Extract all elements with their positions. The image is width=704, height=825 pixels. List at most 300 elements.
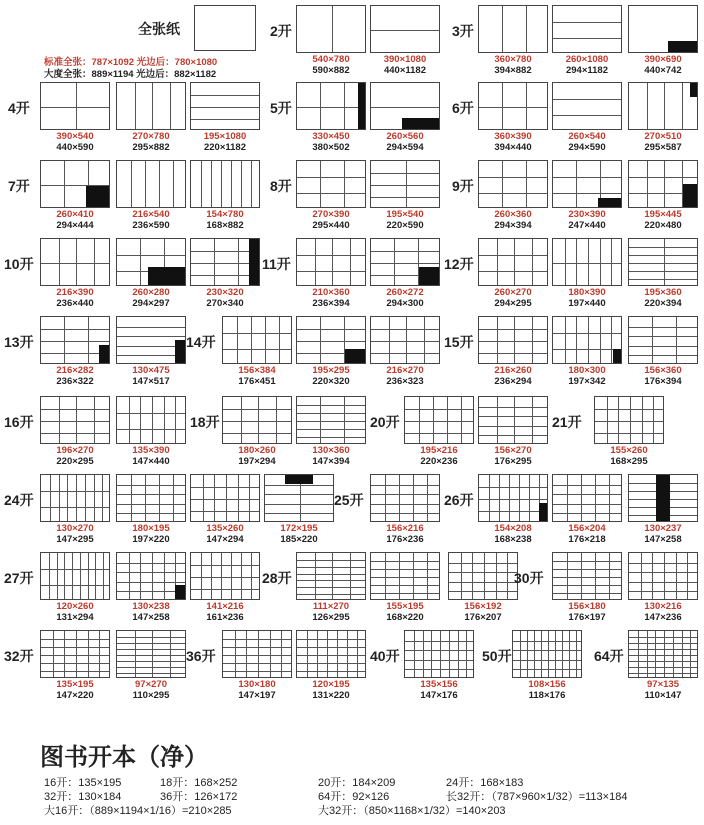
trimmed-size-text: 155×195 bbox=[386, 601, 424, 612]
trimmed-size-text: 270×510 bbox=[644, 131, 682, 142]
fold-line bbox=[553, 494, 622, 495]
fold-line bbox=[117, 513, 186, 514]
book-format-entry: 大16开：（889×1194×1/16）=210×285 bbox=[44, 805, 232, 817]
large-size-text: 220×320 bbox=[312, 376, 350, 387]
fold-line bbox=[472, 553, 473, 600]
fold-line bbox=[497, 397, 498, 444]
sheet-diagram bbox=[40, 552, 110, 600]
fold-line bbox=[405, 433, 474, 434]
fold-line bbox=[117, 494, 186, 495]
waste-block bbox=[598, 198, 621, 207]
trimmed-size-text: 156×360 bbox=[644, 365, 682, 376]
fold-label: 40开 bbox=[370, 648, 400, 664]
fold-line bbox=[140, 397, 141, 444]
fold-diagram bbox=[622, 630, 702, 701]
fold-line bbox=[526, 6, 527, 53]
fold-line bbox=[170, 83, 171, 130]
fold-line bbox=[629, 649, 698, 650]
book-format-entry: 32开：130×184 bbox=[44, 791, 122, 803]
fold-line bbox=[576, 161, 577, 208]
fold-line bbox=[152, 397, 153, 444]
fold-line bbox=[479, 353, 548, 354]
large-size-text: 294×295 bbox=[494, 298, 532, 309]
trimmed-size-text: 390×540 bbox=[56, 131, 94, 142]
sheet-diagram bbox=[190, 552, 260, 600]
trimmed-size-text: 97×270 bbox=[135, 679, 167, 690]
sheet-diagram bbox=[370, 160, 440, 208]
fold-line bbox=[371, 577, 440, 578]
fold-diagram bbox=[472, 396, 552, 467]
book-format-entry: 20开：184×209 bbox=[318, 777, 396, 789]
large-size-text: 147×394 bbox=[312, 456, 350, 467]
fold-diagram bbox=[364, 474, 444, 545]
large-size-text: 220×480 bbox=[644, 220, 682, 231]
trimmed-size-text: 195×295 bbox=[312, 365, 350, 376]
fold-line bbox=[117, 413, 186, 414]
fold-line bbox=[371, 30, 440, 31]
large-size-text: 147×236 bbox=[644, 612, 682, 623]
fold-line bbox=[191, 95, 260, 96]
large-size-text: 236×394 bbox=[312, 298, 350, 309]
fold-line bbox=[297, 567, 366, 568]
fold-line bbox=[41, 663, 110, 664]
sheet-diagram bbox=[478, 82, 548, 130]
fold-line bbox=[159, 161, 160, 208]
fold-line bbox=[41, 671, 110, 672]
fold-line bbox=[297, 580, 366, 581]
fold-line bbox=[117, 637, 186, 638]
trimmed-size-text: 97×135 bbox=[647, 679, 679, 690]
fold-line bbox=[223, 639, 292, 640]
fold-line bbox=[458, 631, 459, 678]
fold-line bbox=[41, 491, 110, 492]
fold-line bbox=[548, 631, 549, 678]
trimmed-size-text: 195×540 bbox=[386, 209, 424, 220]
fold-line bbox=[297, 341, 366, 342]
fold-line bbox=[371, 485, 440, 486]
sheet-diagram bbox=[594, 396, 664, 444]
fold-line bbox=[88, 553, 89, 600]
fold-diagram bbox=[184, 82, 264, 153]
book-format-entry: 长32开：（787×960×1/32）=113×184 bbox=[446, 791, 628, 803]
fold-diagram bbox=[34, 474, 114, 545]
large-size-text: 295×440 bbox=[312, 220, 350, 231]
fold-diagram bbox=[184, 160, 264, 231]
sheet-diagram bbox=[628, 474, 698, 522]
fold-diagram bbox=[472, 160, 552, 231]
fold-line bbox=[629, 271, 698, 272]
full-sheet-diagram bbox=[194, 5, 256, 51]
fold-line bbox=[682, 161, 683, 208]
fold-line bbox=[41, 433, 110, 434]
fold-line bbox=[553, 561, 622, 562]
waste-block bbox=[148, 267, 185, 285]
sheet-diagram bbox=[264, 474, 334, 522]
trimmed-size-text: 195×216 bbox=[420, 445, 458, 456]
large-size-text: 126×295 bbox=[312, 612, 350, 623]
large-size-text: 176×451 bbox=[238, 376, 276, 387]
fold-line bbox=[371, 513, 440, 514]
fold-diagram bbox=[184, 238, 264, 309]
fold-line bbox=[140, 239, 141, 286]
fold-line bbox=[191, 119, 260, 120]
large-full-sheet-text: 大度全张：889×1194 光边后：882×1182 bbox=[44, 69, 217, 80]
fold-line bbox=[57, 553, 58, 600]
fold-line bbox=[371, 173, 440, 174]
fold-line bbox=[103, 553, 104, 600]
fold-line bbox=[279, 317, 280, 364]
sheet-diagram bbox=[478, 5, 548, 53]
fold-label: 50开 bbox=[482, 648, 512, 664]
trimmed-size-text: 216×282 bbox=[56, 365, 94, 376]
large-size-text: 247×440 bbox=[568, 220, 606, 231]
sheet-diagram bbox=[552, 82, 622, 130]
fold-diagram bbox=[110, 316, 190, 387]
large-size-text: 220×1182 bbox=[203, 142, 246, 153]
fold-line bbox=[449, 582, 518, 583]
trimmed-size-text: 260×270 bbox=[494, 287, 532, 298]
trimmed-size-text: 154×780 bbox=[206, 209, 244, 220]
large-size-text: 118×176 bbox=[528, 690, 566, 701]
book-format-entry: 大32开：（850×1168×1/32）=140×203 bbox=[318, 805, 506, 817]
fold-line bbox=[117, 429, 186, 430]
fold-line bbox=[553, 99, 622, 100]
fold-line bbox=[297, 639, 366, 640]
fold-label: 8开 bbox=[270, 178, 292, 194]
fold-label: 11开 bbox=[262, 256, 291, 272]
fold-line bbox=[553, 22, 622, 23]
sheet-diagram bbox=[552, 552, 622, 600]
fold-diagram bbox=[622, 160, 702, 231]
fold-diagram bbox=[34, 238, 114, 309]
waste-block bbox=[285, 475, 312, 484]
fold-line bbox=[265, 504, 334, 505]
fold-line bbox=[80, 553, 81, 600]
fold-label: 3开 bbox=[452, 23, 474, 39]
sheet-diagram bbox=[552, 160, 622, 208]
trimmed-size-text: 260×360 bbox=[494, 209, 532, 220]
fold-line bbox=[479, 341, 548, 342]
fold-line bbox=[479, 407, 548, 408]
trimmed-size-text: 111×270 bbox=[312, 601, 350, 612]
trimmed-size-text: 155×260 bbox=[610, 445, 648, 456]
waste-block bbox=[345, 349, 365, 363]
trimmed-size-text: 216×260 bbox=[494, 365, 532, 376]
large-size-text: 185×220 bbox=[280, 534, 318, 545]
fold-line bbox=[514, 239, 515, 286]
large-size-text: 295×882 bbox=[132, 142, 170, 153]
book-format-entry: 64开：92×126 bbox=[318, 791, 390, 803]
large-size-text: 168×295 bbox=[610, 456, 648, 467]
waste-block bbox=[419, 267, 439, 285]
fold-line bbox=[629, 643, 698, 644]
fold-line bbox=[497, 239, 498, 286]
book-format-entry: 36开：126×172 bbox=[160, 791, 238, 803]
fold-line bbox=[553, 577, 622, 578]
fold-line bbox=[297, 437, 366, 438]
trimmed-size-text: 108×156 bbox=[528, 679, 566, 690]
fold-label: 28开 bbox=[262, 570, 292, 586]
large-size-text: 236×323 bbox=[386, 376, 424, 387]
fold-line bbox=[41, 655, 110, 656]
sheet-diagram bbox=[296, 5, 366, 53]
large-size-text: 220×236 bbox=[420, 456, 458, 467]
fold-label: 4开 bbox=[8, 100, 30, 116]
fold-line bbox=[553, 193, 622, 194]
fold-diagram bbox=[622, 474, 702, 545]
fold-line bbox=[629, 263, 698, 264]
fold-line bbox=[135, 83, 136, 130]
waste-block bbox=[249, 239, 259, 285]
fold-line bbox=[50, 475, 51, 522]
fold-line bbox=[595, 409, 664, 410]
fold-line bbox=[173, 161, 174, 208]
trimmed-size-text: 216×270 bbox=[386, 365, 424, 376]
fold-line bbox=[405, 641, 474, 642]
fold-line bbox=[629, 336, 698, 337]
fold-line bbox=[297, 574, 366, 575]
fold-line bbox=[265, 513, 334, 514]
fold-line bbox=[595, 421, 664, 422]
fold-line bbox=[223, 647, 292, 648]
fold-label: 6开 bbox=[452, 100, 474, 116]
fold-line bbox=[629, 572, 698, 573]
fold-line bbox=[479, 487, 548, 488]
fold-diagram bbox=[290, 396, 370, 467]
sheet-diagram bbox=[40, 474, 110, 522]
sheet-diagram bbox=[404, 630, 474, 678]
fold-line bbox=[629, 655, 698, 656]
fold-line bbox=[231, 161, 232, 208]
fold-line bbox=[191, 577, 260, 578]
fold-line bbox=[629, 279, 698, 280]
sheet-diagram bbox=[404, 396, 474, 444]
fold-line bbox=[344, 161, 345, 208]
sheet-diagram bbox=[478, 238, 548, 286]
fold-line bbox=[588, 317, 589, 364]
fold-line bbox=[117, 643, 186, 644]
fold-label: 10开 bbox=[4, 256, 34, 272]
sheet-diagram bbox=[296, 316, 366, 364]
fold-line bbox=[513, 641, 582, 642]
trimmed-size-text: 180×390 bbox=[568, 287, 606, 298]
fold-line bbox=[191, 565, 260, 566]
fold-diagram bbox=[622, 82, 702, 153]
fold-line bbox=[371, 329, 440, 330]
large-size-text: 295×587 bbox=[644, 142, 682, 153]
fold-diagram bbox=[588, 396, 668, 467]
fold-diagram bbox=[34, 396, 114, 467]
trimmed-size-text: 180×300 bbox=[568, 365, 606, 376]
fold-diagram bbox=[472, 474, 552, 545]
fold-diagram bbox=[110, 630, 190, 701]
fold-diagram bbox=[546, 82, 626, 153]
fold-line bbox=[251, 317, 252, 364]
fold-diagram bbox=[472, 316, 552, 387]
fold-line bbox=[479, 107, 548, 108]
fold-diagram bbox=[364, 5, 444, 76]
fold-line bbox=[414, 631, 415, 678]
fold-diagram bbox=[290, 82, 370, 153]
fold-line bbox=[502, 6, 503, 53]
trimmed-size-text: 196×270 bbox=[56, 445, 94, 456]
fold-line bbox=[553, 38, 622, 39]
sheet-diagram bbox=[116, 396, 186, 444]
fold-line bbox=[59, 475, 60, 522]
fold-line bbox=[297, 594, 366, 595]
fold-line bbox=[223, 333, 292, 334]
fold-line bbox=[676, 553, 677, 600]
fold-diagram bbox=[110, 396, 190, 467]
fold-line bbox=[466, 631, 467, 678]
fold-diagram bbox=[546, 160, 626, 231]
fold-line bbox=[297, 271, 366, 272]
large-size-text: 270×340 bbox=[206, 298, 244, 309]
large-size-text: 147×197 bbox=[238, 690, 276, 701]
fold-diagram bbox=[290, 238, 370, 309]
large-size-text: 197×440 bbox=[568, 298, 606, 309]
fold-line bbox=[629, 177, 698, 178]
fold-line bbox=[41, 585, 110, 586]
fold-line bbox=[371, 341, 440, 342]
large-size-text: 131×294 bbox=[56, 612, 94, 623]
trimmed-size-text: 154×208 bbox=[494, 523, 532, 534]
fold-diagram bbox=[398, 396, 478, 467]
fold-line bbox=[371, 197, 440, 198]
book-format-entry: 16开：135×195 bbox=[44, 777, 122, 789]
large-size-text: 220×590 bbox=[386, 220, 424, 231]
fold-line bbox=[553, 263, 622, 264]
fold-line bbox=[164, 553, 165, 600]
trimmed-size-text: 260×540 bbox=[568, 131, 606, 142]
large-size-text: 294×590 bbox=[568, 142, 606, 153]
large-size-text: 236×322 bbox=[56, 376, 94, 387]
fold-line bbox=[553, 349, 622, 350]
fold-label: 24开 bbox=[4, 492, 34, 508]
fold-line bbox=[449, 563, 518, 564]
large-size-text: 380×502 bbox=[312, 142, 350, 153]
fold-diagram bbox=[110, 474, 190, 545]
fold-line bbox=[629, 582, 698, 583]
fold-line bbox=[553, 485, 622, 486]
book-format-entry: 24开：168×183 bbox=[446, 777, 524, 789]
trimmed-size-text: 390×690 bbox=[644, 54, 682, 65]
fold-line bbox=[629, 667, 698, 668]
fold-line bbox=[581, 475, 582, 522]
trimmed-size-text: 120×260 bbox=[56, 601, 94, 612]
large-size-text: 236×440 bbox=[56, 298, 94, 309]
fold-diagram bbox=[34, 82, 114, 153]
fold-diagram bbox=[290, 160, 370, 231]
large-size-text: 147×440 bbox=[132, 456, 170, 467]
fold-diagram bbox=[34, 630, 114, 701]
fold-line bbox=[117, 485, 186, 486]
fold-line bbox=[129, 397, 130, 444]
large-size-text: 294×297 bbox=[132, 298, 170, 309]
fold-line bbox=[371, 263, 440, 264]
sheet-diagram bbox=[552, 238, 622, 286]
sheet-diagram bbox=[296, 396, 366, 444]
trimmed-size-text: 135×390 bbox=[132, 445, 170, 456]
fold-line bbox=[405, 669, 474, 670]
fold-diagram bbox=[216, 316, 296, 387]
fold-line bbox=[297, 255, 366, 256]
sheet-diagram bbox=[512, 630, 582, 678]
fold-line bbox=[131, 475, 132, 522]
fold-line bbox=[629, 346, 698, 347]
sheet-diagram bbox=[370, 5, 440, 53]
fold-line bbox=[371, 504, 440, 505]
fold-line bbox=[676, 317, 677, 364]
large-size-text: 147×220 bbox=[56, 690, 94, 701]
fold-line bbox=[600, 317, 601, 364]
fold-line bbox=[647, 83, 648, 130]
fold-line bbox=[41, 507, 110, 508]
sheet-diagram bbox=[222, 630, 292, 678]
fold-line bbox=[479, 499, 548, 500]
waste-block bbox=[656, 475, 670, 521]
fold-line bbox=[117, 661, 186, 662]
fold-line bbox=[117, 563, 186, 564]
fold-line bbox=[85, 475, 86, 522]
fold-line bbox=[164, 397, 165, 444]
large-size-text: 147×294 bbox=[206, 534, 244, 545]
fold-line bbox=[297, 107, 366, 108]
fold-line bbox=[553, 593, 622, 594]
fold-line bbox=[117, 255, 186, 256]
sheet-diagram bbox=[40, 396, 110, 444]
fold-diagram bbox=[546, 474, 626, 545]
fold-line bbox=[479, 435, 548, 436]
sheet-diagram bbox=[40, 238, 110, 286]
fold-line bbox=[241, 161, 242, 208]
fold-label: 2开 bbox=[270, 23, 292, 39]
fold-line bbox=[49, 553, 50, 600]
fold-line bbox=[251, 161, 252, 208]
fold-line bbox=[67, 475, 68, 522]
fold-line bbox=[297, 671, 366, 672]
large-size-text: 394×882 bbox=[494, 65, 532, 76]
large-size-text: 176×394 bbox=[644, 376, 682, 387]
trimmed-size-text: 180×260 bbox=[238, 445, 276, 456]
fold-diagram bbox=[622, 5, 702, 76]
sheet-diagram bbox=[116, 160, 186, 208]
large-size-text: 440×1182 bbox=[383, 65, 426, 76]
sheet-diagram bbox=[370, 552, 440, 600]
fold-line bbox=[332, 6, 333, 53]
fold-label: 9开 bbox=[452, 178, 474, 194]
waste-block bbox=[613, 349, 621, 363]
fold-diagram bbox=[622, 238, 702, 309]
large-size-text: 197×220 bbox=[132, 534, 170, 545]
trimmed-size-text: 130×360 bbox=[312, 445, 350, 456]
fold-label: 36开 bbox=[186, 648, 216, 664]
sheet-diagram bbox=[628, 316, 698, 364]
trimmed-size-text: 260×272 bbox=[386, 287, 424, 298]
fold-line bbox=[41, 421, 110, 422]
trimmed-size-text: 180×195 bbox=[132, 523, 170, 534]
fold-line bbox=[553, 115, 622, 116]
fold-label: 25开 bbox=[334, 492, 364, 508]
fold-line bbox=[350, 239, 351, 286]
fold-line bbox=[527, 631, 528, 678]
fold-line bbox=[41, 341, 110, 342]
fold-line bbox=[117, 667, 186, 668]
fold-label: 21开 bbox=[552, 414, 582, 430]
sheet-diagram bbox=[296, 160, 366, 208]
fold-line bbox=[514, 397, 515, 444]
fold-line bbox=[479, 426, 548, 427]
